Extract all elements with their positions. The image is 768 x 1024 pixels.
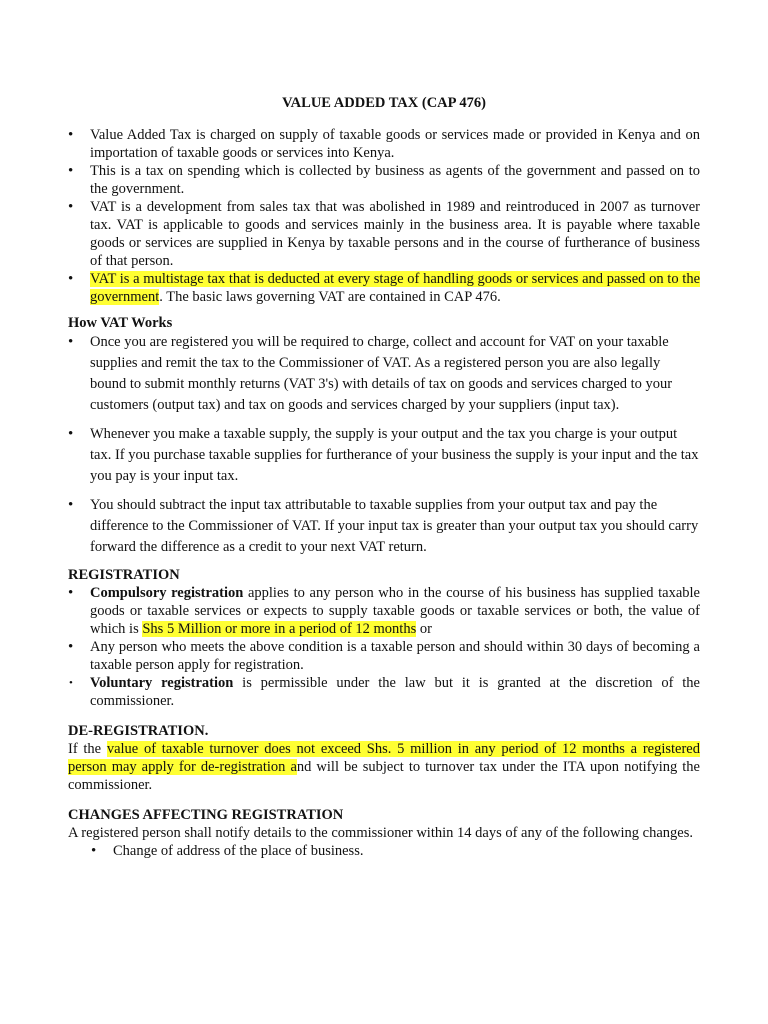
- section-heading-changes: CHANGES AFFECTING REGISTRATION: [68, 807, 344, 823]
- deregistration-pre: If the: [68, 741, 107, 757]
- section-heading-how-vat-works: How VAT Works: [68, 315, 173, 331]
- changes-item: • Change of address of the place of business.: [91, 842, 700, 860]
- section-heading-deregistration: DE-REGISTRATION.: [68, 723, 209, 739]
- highlighted-text: VAT is a multistage tax that is deducted at every stage of handling goods or services and passed on to the government: [90, 271, 700, 305]
- how-vat-works-section: [68, 314, 700, 558]
- registration-list: [68, 584, 700, 710]
- changes-list: [91, 842, 700, 860]
- compulsory-registration-label: Compulsory registration: [90, 585, 244, 601]
- compulsory-registration-item: [68, 584, 700, 638]
- intro-item-rest: . The basic laws governing VAT are contained in CAP 476.: [159, 289, 501, 305]
- how-vat-item: • Once you are registered you will be required to charge, collect and account for VAT on your taxable supplies and remit the tax to the Commissioner of VAT. As a registered person you are also legally bound to submit monthly returns (VAT 3's) with details of tax on goods and services charged to your customers (output tax) and tax on goods and services charged by your suppliers (input tax).: [68, 332, 700, 416]
- how-vat-item: • You should subtract the input tax attributable to taxable supplies from your output tax and pay the difference to the Commissioner of VAT. If your input tax is greater than your output tax you should carry forward the difference as a credit to your next VAT return.: [68, 495, 700, 558]
- highlighted-text: Shs 5 Million or more in a period of 12 months: [142, 621, 417, 637]
- section-heading-registration: REGISTRATION: [68, 567, 180, 583]
- registration-section: [68, 566, 700, 710]
- document-title: VALUE ADDED TAX (CAP 476): [282, 95, 486, 111]
- deregistration-post: nd will be subject to turnover tax under the ITA upon notifying the commissioner.: [68, 759, 700, 793]
- how-vat-item: • Whenever you make a taxable supply, the supply is your output and the tax you charge is your output tax. If you purchase taxable supplies for furtherance of your business the supply is your input and the tax you pay is your input tax.: [68, 424, 700, 487]
- intro-item-highlighted: [68, 270, 700, 306]
- deregistration-section: [68, 722, 700, 794]
- voluntary-registration-text: is permissible under the law but it is granted at the discretion of the commissioner.: [90, 675, 700, 709]
- voluntary-registration-item: [68, 674, 700, 710]
- changes-section: [68, 806, 700, 860]
- compulsory-registration-text: applies to any person who in the course of his business has supplied taxable goods or taxable services or expects to supply taxable goods or taxable services or both, the value of which is: [90, 585, 700, 637]
- compulsory-registration-tail: or: [416, 621, 432, 637]
- highlighted-text: value of taxable turnover does not exceed Shs. 5 million in any period of 12 months a registered person may apply for de-registration a: [68, 741, 700, 775]
- intro-list: [68, 126, 700, 306]
- how-vat-list: [68, 332, 700, 558]
- voluntary-registration-label: Voluntary registration: [90, 675, 234, 691]
- changes-paragraph: A registered person shall notify details to the commissioner within 14 days of any of the following changes.: [68, 825, 693, 841]
- registration-condition-item: • Any person who meets the above condition is a taxable person and should within 30 days of becoming a taxable person apply for registration.: [68, 638, 700, 674]
- intro-item: • Value Added Tax is charged on supply of taxable goods or services made or provided in Kenya and on importation of taxable goods or services into Kenya.: [68, 126, 700, 162]
- intro-item: • This is a tax on spending which is collected by business as agents of the government and passed on to the government.: [68, 162, 700, 198]
- deregistration-paragraph: [68, 740, 700, 794]
- intro-item: • VAT is a development from sales tax that was abolished in 1989 and reintroduced in 2007 as turnover tax. VAT is applicable to goods and services mainly in the business area. It is payable where taxable goods or services are supplied in Kenya by taxable persons and in the course of furtherance of business of that person.: [68, 198, 700, 270]
